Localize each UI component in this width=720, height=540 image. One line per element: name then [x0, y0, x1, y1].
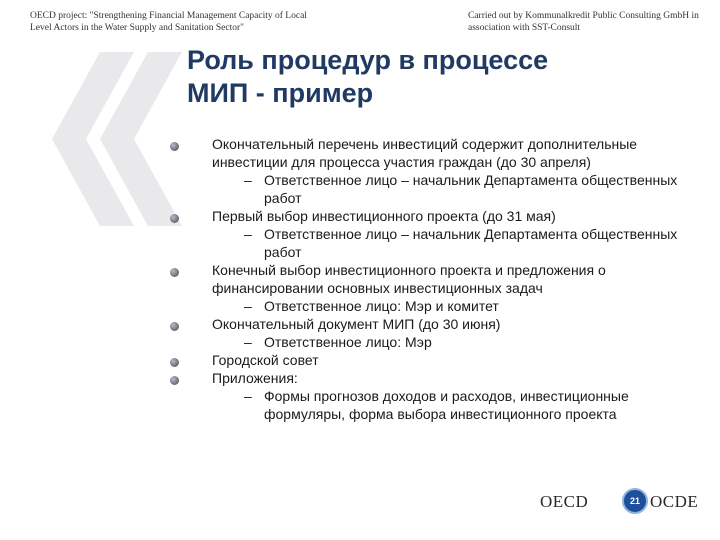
header-left-line1: OECD project: "Strengthening Financial Management Capacity of Local — [30, 11, 307, 21]
header-project-note — [30, 10, 360, 34]
sub-text: Ответственное лицо – начальник Департамента общественных работ — [264, 172, 678, 206]
bullet-text: Приложения: — [212, 370, 298, 386]
sub-item — [212, 387, 700, 423]
gray-bullet-dot-icon — [170, 268, 179, 277]
footer-logo — [540, 488, 710, 518]
gray-bullet-dot-icon — [170, 358, 179, 367]
sub-dash: – — [244, 226, 252, 242]
title-line2: МИП - пример — [187, 78, 374, 108]
bullet-list — [170, 135, 700, 423]
bullet-item — [170, 261, 700, 315]
bullet-item — [170, 315, 700, 351]
gray-bullet-dot-icon — [170, 322, 179, 331]
bullet-text: Окончательный перечень инвестиций содержит дополнительные инвестиции для процесса участия граждан (до 30 апреля) — [212, 136, 638, 170]
sub-text: Формы прогнозов доходов и расходов, инвестиционные формуляры, форма выбора инвестиционного проекта — [264, 388, 629, 422]
header-right-line1: Carried out by Kommunalkredit Public Consulting GmbH in — [468, 11, 699, 21]
sub-dash: – — [244, 334, 252, 350]
header-left-line2: Level Actors in the Water Supply and Sanitation Sector" — [30, 23, 245, 33]
sub-dash: – — [244, 172, 252, 188]
bullet-text: Первый выбор инвестиционного проекта (до 31 мая) — [212, 208, 556, 224]
bullet-item — [170, 207, 700, 261]
bullet-item — [170, 135, 700, 207]
title-line1: Роль процедур в процессе — [187, 45, 549, 75]
bullet-text: Городской совет — [212, 352, 319, 368]
bullet-text: Окончательный документ МИП (до 30 июня) — [212, 316, 501, 332]
double-chevron-quote-icon — [52, 44, 182, 234]
bullet-item — [170, 351, 700, 369]
header-contractor-note — [468, 10, 718, 34]
sub-text: Ответственное лицо: Мэр и комитет — [264, 298, 499, 314]
page-number-badge: 21 — [622, 488, 648, 514]
sub-item — [212, 297, 700, 315]
sub-text: Ответственное лицо: Мэр — [264, 334, 432, 350]
gray-bullet-dot-icon — [170, 376, 179, 385]
sub-text: Ответственное лицо – начальник Департамента общественных работ — [264, 226, 678, 260]
bullet-text: Конечный выбор инвестиционного проекта и предложения о финансировании основных инвестиционных задач — [212, 262, 606, 296]
page-title — [187, 44, 697, 110]
sub-dash: – — [244, 388, 252, 404]
gray-bullet-dot-icon — [170, 142, 179, 151]
gray-bullet-dot-icon — [170, 214, 179, 223]
header-right-line2: association with SST-Consult — [468, 23, 581, 33]
sub-item — [212, 171, 700, 207]
oecd-logo-en: OECD — [540, 492, 589, 511]
bullet-item — [170, 369, 700, 423]
sub-item — [212, 333, 700, 351]
sub-dash: – — [244, 298, 252, 314]
oecd-logo-fr: OCDE — [650, 492, 699, 511]
sub-item — [212, 225, 700, 261]
